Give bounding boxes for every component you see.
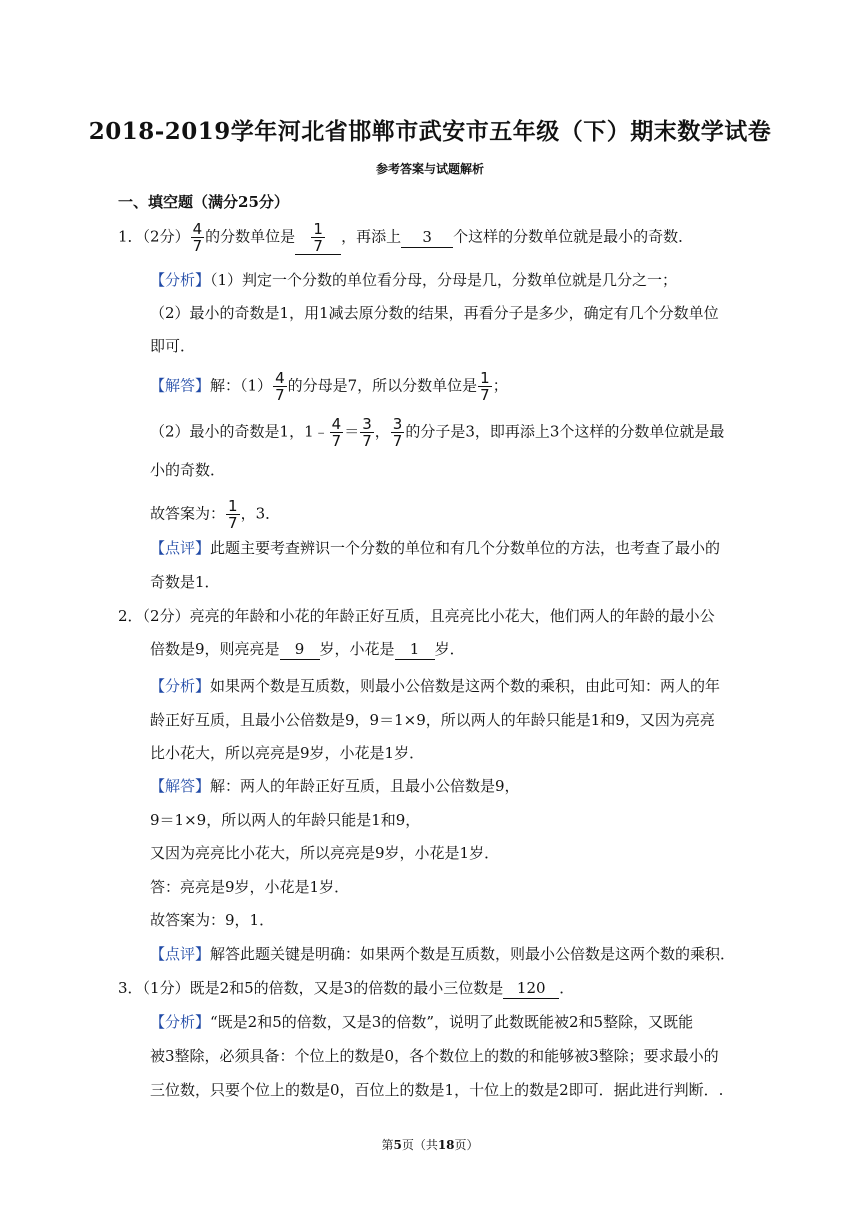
q1-answer: 故答案为： $\frac{1}{7}$ ，3．	[150, 497, 281, 532]
q1-solution-line-3: 小的奇数．	[150, 461, 226, 479]
q3-analysis-line-3: 三位数，只要个位上的数是0，百位上的数是1，十位上的数是2即可．据此进行判断．.	[150, 1081, 724, 1099]
q1-analysis-line-3: 即可．	[150, 337, 196, 355]
q1-comment-line-2: 奇数是1．	[150, 573, 220, 591]
q2-analysis-line-3: 比小花大，所以亮亮是9岁，小花是1岁．	[150, 744, 425, 762]
q2-stem-line-2: 倍数是9，则亮亮是 9 岁，小花是 1 岁．	[150, 640, 465, 658]
q2-solution-line-5: 故答案为：9，1．	[150, 911, 275, 929]
q2-analysis: 【分析】如果两个数是互质数，则最小公倍数是这两个数的乘积，由此可知：两人的年	[150, 677, 721, 695]
fraction: $\frac{4}{7}$	[331, 415, 342, 450]
q1-comment: 【点评】此题主要考查辨识一个分数的单位和有几个分数单位的方法，也考查了最小的	[150, 539, 721, 557]
fraction: $\frac{3}{7}$	[392, 415, 403, 450]
fraction: $\frac{4}{7}$	[275, 369, 285, 404]
q2-analysis-line-2: 龄正好互质，且最小公倍数是9，9＝1×9，所以两人的年龄只能是1和9，又因为亮亮	[150, 711, 715, 729]
q2-comment: 【点评】解答此题关键是明确：如果两个数是互质数，则最小公倍数是这两个数的乘积．	[150, 945, 736, 963]
fraction: $\frac{4}{7}$	[192, 220, 203, 255]
fraction: $\frac{1}{7}$	[480, 369, 490, 404]
q2-answer-blank-2: 1	[395, 639, 435, 660]
q2-number: 2．（2分）	[118, 607, 190, 625]
q1-solution-line-2: （2）最小的奇数是1，1﹣ $\frac{4}{7}$ ＝ $\frac{3}{7}$ ， $\frac{3}{7}$ 的分子是3，即再添上3个这样的分数单位就是最	[150, 415, 725, 450]
comment-tag: 【点评】	[150, 539, 211, 557]
q1-number: 1．（2分）	[118, 227, 190, 246]
q3-answer-blank: 120	[503, 978, 559, 999]
q2-solution-line-2: 9＝1×9，所以两人的年龄只能是1和9，	[150, 811, 421, 829]
page-footer: 第5页（共18页）	[381, 1138, 479, 1152]
fraction: $\frac{3}{7}$	[362, 415, 372, 450]
q3-analysis: 【分析】“既是2和5的倍数，又是3的倍数”，说明了此数既能被2和5整除，又既能	[150, 1013, 694, 1031]
q1-stem: 1．（2分） $\frac{4}{7}$ 的分数单位是 $\frac{1}{7}$ ，再添上 3 个这样的分数单位就是最小的奇数．	[118, 220, 694, 255]
fraction: $\frac{1}{7}$	[313, 220, 323, 255]
q3-number: 3．（1分）	[118, 979, 190, 997]
q2-answer-blank-1: 9	[280, 639, 320, 660]
q1-analysis-line-2: （2）最小的奇数是1，用1减去原分数的结果，再看分子是多少，确定有几个分数单位	[150, 304, 719, 322]
q1-answer-blank-2: 3	[401, 227, 453, 248]
analysis-tag: 【分析】	[150, 1013, 211, 1031]
analysis-tag: 【分析】	[150, 677, 211, 695]
section-heading: 一、填空题（满分25分）	[118, 193, 289, 211]
page-subtitle: 参考答案与试题解析	[375, 162, 484, 176]
analysis-tag: 【分析】	[150, 271, 211, 289]
q2-solution-line-3: 又因为亮亮比小花大，所以亮亮是9岁，小花是1岁．	[150, 844, 500, 862]
q1-solution: 【解答】解：（1） $\frac{4}{7}$ 的分母是7，所以分数单位是 $\frac{1}{7}$ ；	[150, 369, 508, 404]
current-page: 5	[393, 1138, 402, 1152]
q1-answer-blank-1	[295, 221, 341, 255]
q2-solution: 【解答】解：两人的年龄正好互质，且最小公倍数是9，	[150, 777, 520, 795]
total-pages: 18	[437, 1138, 455, 1152]
page-title: 2018-2019学年河北省邯郸市武安市五年级（下）期末数学试卷	[88, 118, 772, 145]
q3-analysis-line-2: 被3整除，必须具备：个位上的数是0，各个数位上的数的和能够被3整除；要求最小的	[150, 1047, 719, 1065]
comment-tag: 【点评】	[150, 945, 211, 963]
solution-tag: 【解答】	[150, 376, 211, 395]
fraction: $\frac{1}{7}$	[228, 497, 238, 532]
solution-tag: 【解答】	[150, 777, 211, 795]
q1-analysis: 【分析】（1）判定一个分数的单位看分母，分母是几，分数单位就是几分之一；	[150, 271, 678, 289]
q2-stem: 2．（2分）亮亮的年龄和小花的年龄正好互质，且亮亮比小花大，他们两人的年龄的最小公	[118, 607, 715, 625]
q2-solution-line-4: 答：亮亮是9岁，小花是1岁．	[150, 878, 350, 896]
q3-stem: 3．（1分）既是2和5的倍数，又是3的倍数的最小三位数是 120 ．	[118, 979, 575, 997]
